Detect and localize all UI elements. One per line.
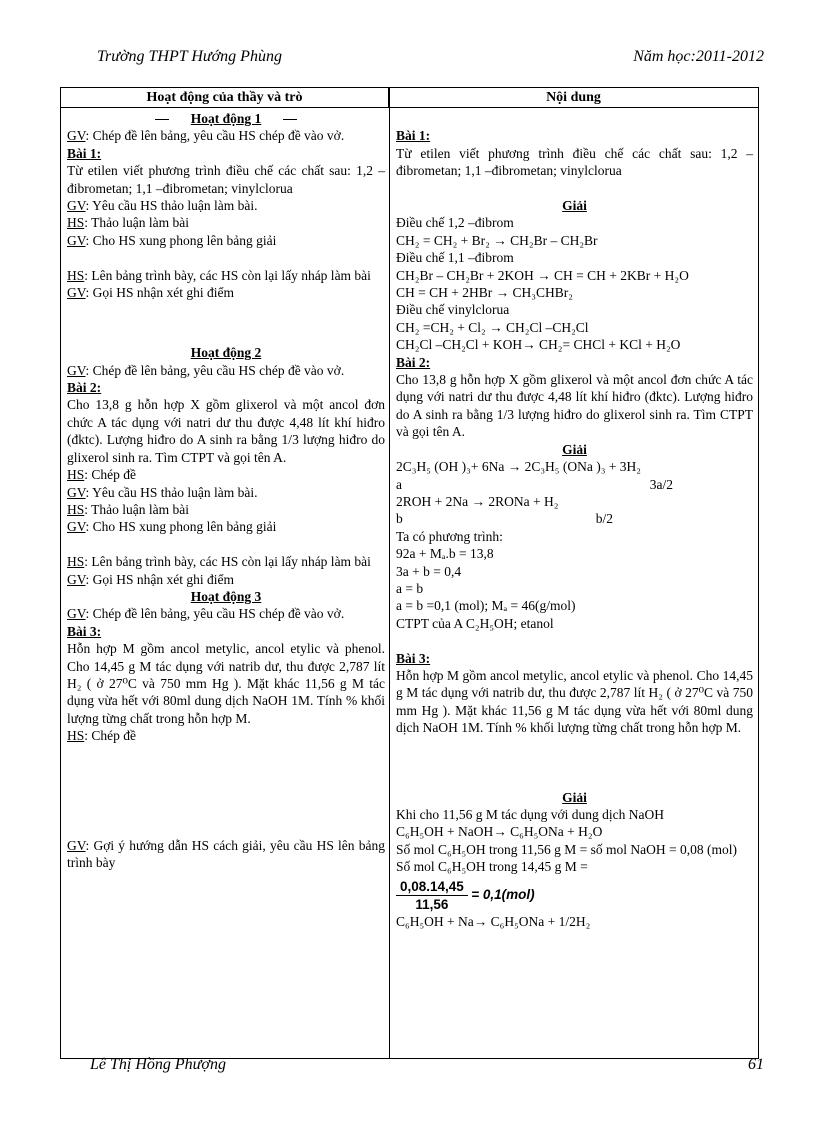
activity-3-heading: Hoạt động 3 xyxy=(190,588,262,604)
content-exercise-3-text: Hỗn hợp M gồm ancol metylic, ancol etylic và phenol. Cho 14,45 g M tác dụng với natrib dư, thu được 2,787 lít H₂ ( ở 27⁰C và 750 mm Hg ). Mặt khác 11,56 g M tác dụng vừa hết với 80ml dung dịch NaOH 1M. Tính % khối lượng từng chất trong hỗn hợp M. xyxy=(396,667,753,736)
exercise-1-text: Từ etilen viết phương trình điều chế các chất sau: 1,2 – đibrometan; 1,1 –đibrometan; vinylclorua xyxy=(67,163,385,196)
exercise-1-label: Bài 1: xyxy=(67,145,102,161)
content-exercise-2-label: Bài 2: xyxy=(396,354,431,370)
content-exercise-2-text: Cho 13,8 g hỗn hợp X gồm glixerol và một ancol đơn chức A tác dụng với natri dư thu được 4,48 lít khí hiđro (đktc). Lượng hiđro do A sinh ra bằng 1/3 lượng hiđro do glixerol sinh ra. Tìm CTPT và gọi tên A. xyxy=(396,372,753,440)
exercise-3-label: Bài 3: xyxy=(67,623,102,639)
content-exercise-1-label: Bài 1: xyxy=(396,128,431,144)
school-year: Năm học:2011-2012 xyxy=(633,48,764,65)
solution-3-heading: Giải xyxy=(562,789,587,805)
activity-1-heading: Hoạt động 1 xyxy=(67,110,385,127)
activities-column: Hoạt động 1 GV: Chép đề lên bảng, yêu cầu HS chép đề vào vở. Bài 1: Từ etilen viết phương trình điều chế các chất sau: 1,2 – đibrometan; 1,1 –đibrometan; vinylclorua GV: Yêu cầu HS thảo luận làm bài. HS: Thảo luận làm bài GV: Cho HS xung phong lên bảng giải HS: Lên bảng trình bày, các HS còn lại lấy nháp làm bài GV: Gọi HS nhận xét ghi điểm Hoạt động 2 GV: Chép đề lên bảng, yêu cầu HS chép đề vào vở. Bài 2: Cho 13,8 g hỗn hợp X gồm glixerol và một ancol đơn chức A tác dụng với natri dư thu được 4,48 lít khí hiđro (đktc). Lượng hiđro do A sinh ra bằng 1/3 lượng hiđro do glixerol sinh ra. Tìm CTPT và gọi tên A. HS: Chép đề GV: Yêu cầu HS thảo luận làm bài. HS: Thảo luận làm bài GV: Cho HS xung phong lên bảng giải HS: Lên bảng trình bày, các HS còn lại lấy nháp làm bài GV: Gọi HS nhận xét ghi điểm Hoạt động 3 GV: Chép đề lên bảng, yêu cầu HS chép đề vào vở. Bài 3: Hỗn hợp M gồm ancol metylic, ancol etylic và phenol. Cho 14,45 g M tác dụng với natrib dư, thu được 2,787 lít H₂ ( ở 27⁰C và 750 mm Hg ). Mặt khác 11,56 g M tác dụng vừa hết với 80ml dung dịch NaOH 1M. Tính % khối lượng từng chất trong hỗn hợp M. HS: Chép đề GV: Gợi ý hướng dẫn HS cách giải, yêu cầu HS lên bảng trình bày xyxy=(67,111,385,870)
content-exercise-1-text: Từ etilen viết phương trình điều chế các chất sau: 1,2 – đibrometan; 1,1 –đibrometan; vinylclorua xyxy=(396,145,753,179)
column-divider xyxy=(389,88,390,1058)
content-column: Bài 1: Từ etilen viết phương trình điều chế các chất sau: 1,2 – đibrometan; 1,1 –đibrometan; vinylclorua Giải Điều chế 1,2 –đibrom CH₂ = CH₂ + Br₂ → CH₂Br – CH₂Br Điều chế 1,1 –đibrom CH₂Br – CH₂Br + 2KOH → CH = CH + 2KBr + H₂O CH = CH + 2HBr → CH₃CHBr₂ Điều chế vinylclorua CH₂ =CH₂ + Cl₂ → CH₂Cl –CH₂Cl CH₂Cl –CH₂Cl + KOH→ CH₂= CHCl + KCl + H₂O Bài 2: Cho 13,8 g hỗn hợp X gồm glixerol và một ancol đơn chức A tác dụng với natri dư thu được 4,48 lít khí hiđro (đktc). Lượng hiđro do A sinh ra bằng 1/3 lượng hiđro do glixerol sinh ra. Tìm CTPT và gọi tên A. Giải 2C₃H₅ (OH )₃+ 6Na → 2C₃H₅ (ONa )₃ + 3H₂ a 3a/2 2ROH + 2Na → 2RONa + H₂ b b/2 Ta có phương trình: 92a + Mₐ.b = 13,8 3a + b = 0,4 a = b a = b =0,1 (mol); Mₐ = 46(g/mol) CTPT của A C₂H₅OH; etanol Bài 3: Hỗn hợp M gồm ancol metylic, ancol etylic và phenol. Cho 14,45 g M tác dụng với natrib dư, thu được 2,787 lít H₂ ( ở 27⁰C và 750 mm Hg ). Mặt khác 11,56 g M tác dụng vừa hết với 80ml dung dịch NaOH 1M. Tính % khối lượng từng chất trong hỗn hợp M. Giải Khi cho 11,56 g M tác dụng với dung dịch NaOH C₆H₅OH + NaOH→ C₆H₅ONa + H₂O Số mol C₆H₅OH trong 11,56 g M = số mol NaOH = 0,08 (mol) Số mol C₆H₅OH trong 14,45 g M = $\frac{0,08.14,45}{11,56}$ = 0,1(mol) C₆H₅OH + Na→ C₆H₅ONa + 1/2H₂ xyxy=(396,128,753,930)
exercise-2-label: Bài 2: xyxy=(67,380,102,396)
col1-header: Hoạt động của thầy và trò xyxy=(61,88,389,108)
solution-2-heading: Giải xyxy=(562,441,587,457)
activity-2-heading: Hoạt động 2 xyxy=(190,345,262,361)
exercise-3-text: Hỗn hợp M gồm ancol metylic, ancol etylic và phenol. Cho 14,45 g M tác dụng với natrib dư, thu được 2,787 lít H₂ ( ở 27⁰C và 750 mm Hg ). Mặt khác 11,56 g M tác dụng vừa hết với 80ml dung dịch NaOH 1M. Tính % khối lượng từng chất trong hỗn hợp M. xyxy=(67,641,385,726)
content-exercise-3-label: Bài 3: xyxy=(396,650,431,666)
exercise-2-text: Cho 13,8 g hỗn hợp X gồm glixerol và một ancol đơn chức A tác dụng với natri dư thu được 4,48 lít khí hiđro (đktc). Lượng hiđro do A sinh ra bằng 1/3 lượng hiđro do glixerol sinh ra. Tìm CTPT và gọi tên A. xyxy=(67,397,385,465)
lesson-table xyxy=(60,87,759,1059)
page-number: 61 xyxy=(748,1056,764,1073)
author-name: Lê Thị Hồng Phượng xyxy=(90,1056,226,1073)
fraction-calculation: $\frac{0,08.14,45}{11,56}$ = 0,1(mol) xyxy=(396,878,753,914)
col2-header: Nội dung xyxy=(389,88,758,108)
solution-1-heading: Giải xyxy=(562,198,587,213)
school-name: Trường THPT Hướng Phùng xyxy=(97,48,282,65)
